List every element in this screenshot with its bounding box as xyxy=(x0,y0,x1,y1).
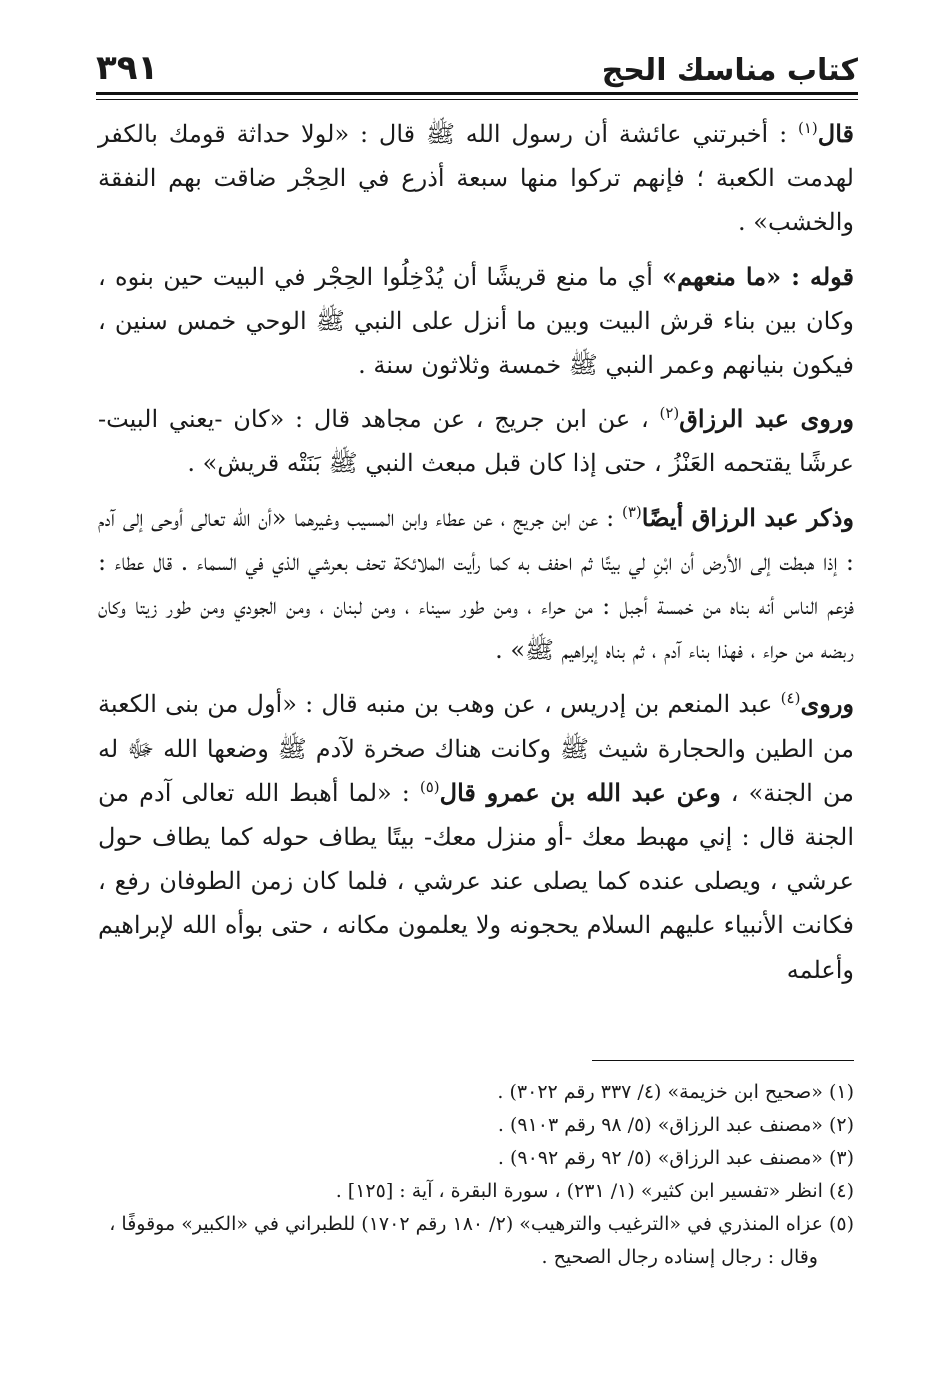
footnote-text: عزاه المنذري في «الترغيب والترهيب» (٢/ ١٨٠ رقم ١٧٠٢) للطبراني في «الكبير» موقوفًا ، xyxy=(109,1213,823,1235)
paragraph-lead: وروى xyxy=(800,689,854,719)
footnote-number: (١) xyxy=(828,1081,854,1103)
paragraph-lead: قوله : «ما منعهم» xyxy=(662,261,854,291)
page-header xyxy=(96,44,858,88)
footnote-ref: (٥) xyxy=(419,777,440,796)
footnote-text: «مصنف عبد الرزاق» (٥/ ٩٢ رقم ٩٠٩٢) . xyxy=(497,1147,823,1169)
header-rule-thin xyxy=(96,99,858,100)
footnote-number: (٤) xyxy=(828,1180,854,1202)
footnote-5 xyxy=(98,1208,854,1274)
footnote-3 xyxy=(98,1142,854,1175)
footnote-number: (٥) xyxy=(828,1213,854,1235)
footnote-4 xyxy=(98,1175,854,1208)
paragraph-lead: وذكر عبد الرزاق أيضًا xyxy=(641,502,855,532)
book-title: كتاب مناسك الحج xyxy=(601,53,858,88)
footnote-text: «مصنف عبد الرزاق» (٥/ ٩٨ رقم ٩١٠٣) . xyxy=(497,1114,823,1136)
paragraph-text: ، عن ابن جريج ، عن مجاهد قال : «كان -يعني البيت- عرشًا يقتحمه العَنْزُ ، حتى إذا كان قبل مبعث النبي ﷺ بَنَتْه قريش» . xyxy=(98,405,854,478)
footnote-separator xyxy=(592,1060,854,1061)
footnotes xyxy=(98,1076,854,1274)
paragraph-text-continued: : «لما أهبط الله تعالى آدم من الجنة قال : إني مهبط معك -أو منزل معك- بيتًا يطاف حوله كما يطاف حول عرشي ، ويصلى عنده كما يصلى عند عرشي ، فلما كان زمن الطوفان رفع ، فكانت الأنبياء عليهم السلام يحجونه ولا يعلمون مكانه ، حتى بوأه الله لإبراهيم وأعلمه xyxy=(98,778,854,984)
header-rule-thick xyxy=(96,92,858,95)
footnote-ref: (٣) xyxy=(621,502,642,521)
footnote-1 xyxy=(98,1076,854,1109)
paragraph-text: : عن ابن جريج ، عن عطاء وابن المسيب وغيرهما «أن الله تعالى أوحى إلى آدم : إذا هبطت إلى الأرض أن ابْنِ لي بيتًا ثم احفف به كما رأيت الملائكة تحف بعرشي الذي في السماء . قال عطاء : فزعم الناس أنه بناه من خمسة أجبل : من حراء ، ومن طور سيناء ، ومن لبنان ، ومن الجودي ومن طور زيتا وكان ربضه من حراء ، فهذا بناء آدم ، ثم بناه إبراهيم ﷺ» . xyxy=(98,503,854,665)
footnote-text: «صحيح ابن خزيمة» (٤/ ٣٣٧ رقم ٣٠٢٢) . xyxy=(497,1081,823,1103)
paragraph-1 xyxy=(98,112,854,245)
footnote-text: انظر «تفسير ابن كثير» (١/ ٢٣١) ، سورة البقرة ، آية : [١٢٥] . xyxy=(335,1180,823,1202)
footnote-2 xyxy=(98,1109,854,1142)
footnote-number: (٢) xyxy=(828,1114,854,1136)
paragraph-inline-bold: وعن عبد الله بن عمرو قال xyxy=(439,777,721,807)
footnote-ref: (٢) xyxy=(659,404,680,423)
footnote-number: (٣) xyxy=(828,1147,854,1169)
paragraph-2 xyxy=(98,255,854,388)
paragraph-text: أي ما منع قريشًا أن يُدْخِلُوا الحِجْر في البيت حين بنوه ، وكان بين بناء قرش البيت وبين ما أنزل على النبي ﷺ الوحي خمس سنين ، فيكون بنيانهم وعمر النبي ﷺ خمسة وثلاثون سنة . xyxy=(98,262,854,380)
paragraph-text: : أخبرتني عائشة أن رسول الله ﷺ قال : «لولا حداثة قومك بالكفر لهدمت الكعبة ؛ فإنهم تركوا منها سبعة أذرع في الحِجْر ضاقت بهم النفقة والخشب» . xyxy=(98,120,854,237)
paragraph-3 xyxy=(98,397,854,485)
footnote-ref: (١) xyxy=(797,119,818,137)
paragraph-text: عبد المنعم بن إدريس ، عن وهب بن منبه قال : «أول من بنى الكعبة من الطين والحجارة شيث ﷺ وكانت هناك صخرة لآدم ﷺ وضعها الله ﷻ له من الجنة» ، xyxy=(98,690,854,807)
paragraph-5 xyxy=(98,682,854,991)
paragraph-lead: قال xyxy=(817,119,854,148)
footnote-ref: (٤) xyxy=(780,689,801,708)
main-text xyxy=(98,112,854,1002)
paragraph-lead: وروى عبد الرزاق xyxy=(679,404,855,434)
footnote-text-continued: وقال : رجال إسناده رجال الصحيح . xyxy=(541,1246,818,1268)
paragraph-4 xyxy=(98,496,854,673)
page-number: ٣٩١ xyxy=(96,48,159,88)
